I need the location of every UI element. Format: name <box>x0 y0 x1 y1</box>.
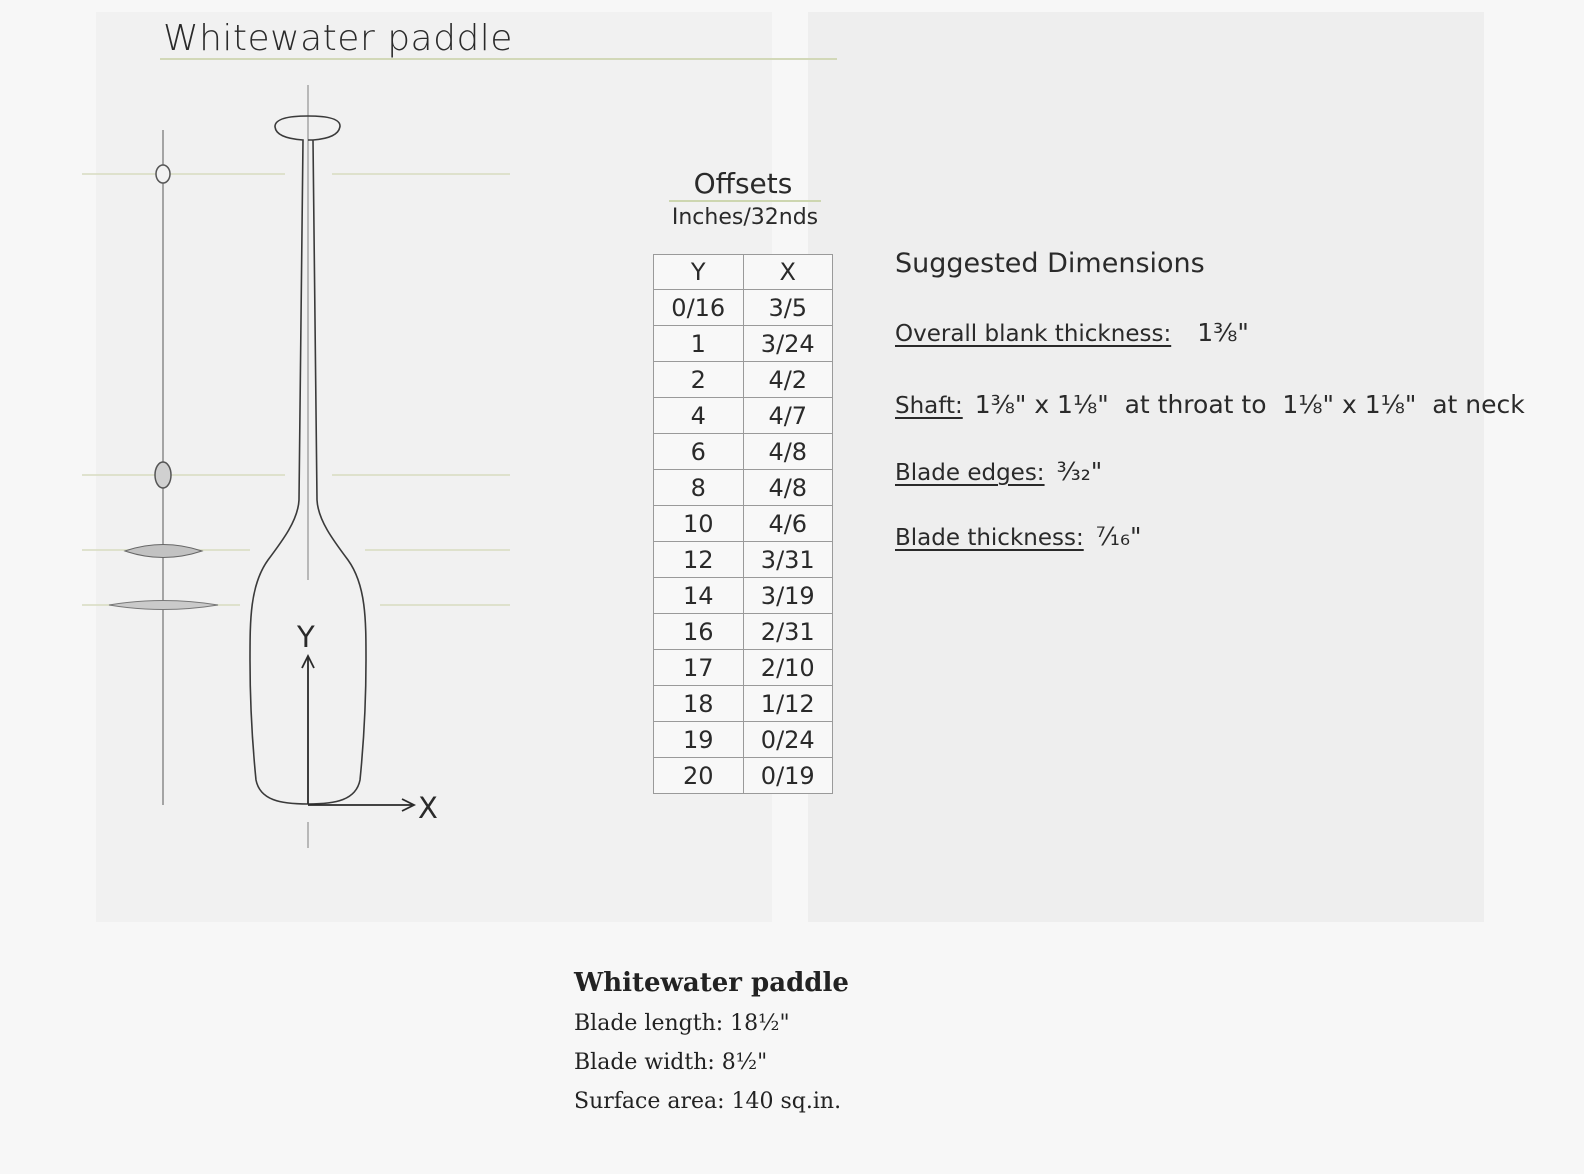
cell-x: 4/6 <box>743 506 833 542</box>
cell-x: 4/2 <box>743 362 833 398</box>
cell-x: 0/24 <box>743 722 833 758</box>
table-header-row <box>654 255 833 290</box>
cell-y: 18 <box>654 686 744 722</box>
table-row <box>654 506 833 542</box>
cell-x: 0/19 <box>743 758 833 794</box>
dimension-label: Blade edges: <box>895 460 1045 486</box>
table-row <box>654 290 833 326</box>
cell-y: 17 <box>654 650 744 686</box>
dimension-label: Overall blank thickness: <box>895 321 1172 347</box>
dimension-blade-edges <box>895 457 1102 486</box>
table-row <box>654 722 833 758</box>
paddle-diagram <box>70 70 550 870</box>
table-row <box>654 614 833 650</box>
cell-x: 4/8 <box>743 434 833 470</box>
column-header-x: X <box>743 255 833 290</box>
dimension-value: 1⅜" x 1⅛" at throat to 1⅛" x 1⅛" at neck <box>974 390 1525 419</box>
cell-x: 3/5 <box>743 290 833 326</box>
dimension-value: ³⁄₃₂" <box>1056 457 1103 486</box>
table-row <box>654 470 833 506</box>
cell-y: 0/16 <box>654 290 744 326</box>
cell-y: 14 <box>654 578 744 614</box>
table-row <box>654 578 833 614</box>
dimension-value: ⁷⁄₁₆" <box>1095 522 1142 551</box>
station-guide-lines <box>82 174 510 605</box>
caption-blade-width: Blade width: 8½" <box>574 1050 768 1075</box>
dimension-shaft <box>895 390 1525 419</box>
cell-y: 20 <box>654 758 744 794</box>
caption-surface-area: Surface area: 140 sq.in. <box>574 1089 842 1114</box>
offsets-table <box>653 254 833 794</box>
table-row <box>654 686 833 722</box>
dimension-label: Blade thickness: <box>895 525 1084 551</box>
cell-y: 12 <box>654 542 744 578</box>
table-row <box>654 542 833 578</box>
dimension-blade-thickness <box>895 522 1141 551</box>
dimension-blank-thickness <box>895 318 1249 347</box>
table-row <box>654 434 833 470</box>
table-row <box>654 758 833 794</box>
cell-y: 16 <box>654 614 744 650</box>
table-row <box>654 398 833 434</box>
table-row <box>654 362 833 398</box>
dimensions-title: Suggested Dimensions <box>895 248 1205 279</box>
cell-y: 4 <box>654 398 744 434</box>
title-rule <box>160 58 837 60</box>
dimension-value: 1⅜" <box>1197 318 1249 347</box>
table-row <box>654 650 833 686</box>
cell-y: 8 <box>654 470 744 506</box>
page-title: Whitewater paddle <box>163 18 513 59</box>
cell-x: 3/24 <box>743 326 833 362</box>
y-axis-label: Y <box>297 620 315 654</box>
x-axis-label: X <box>418 791 438 825</box>
cell-x: 3/19 <box>743 578 833 614</box>
offsets-title: Offsets <box>693 167 793 200</box>
figure-caption <box>574 968 849 1121</box>
caption-title: Whitewater paddle <box>574 968 849 998</box>
cell-y: 10 <box>654 506 744 542</box>
offsets-units: Inches/32nds <box>671 205 819 230</box>
cell-x: 1/12 <box>743 686 833 722</box>
grip-section <box>156 165 170 183</box>
cell-x: 4/7 <box>743 398 833 434</box>
caption-blade-length: Blade length: 18½" <box>574 1011 790 1036</box>
dimension-label: Shaft: <box>895 393 963 419</box>
table-row <box>654 326 833 362</box>
cell-x: 2/10 <box>743 650 833 686</box>
cell-y: 1 <box>654 326 744 362</box>
cell-x: 4/8 <box>743 470 833 506</box>
cell-y: 6 <box>654 434 744 470</box>
offsets-rule <box>669 200 821 202</box>
cell-y: 19 <box>654 722 744 758</box>
cell-x: 2/31 <box>743 614 833 650</box>
cell-x: 3/31 <box>743 542 833 578</box>
blade-section <box>109 601 218 610</box>
shaft-section <box>155 462 171 488</box>
throat-section <box>125 545 202 558</box>
column-header-y: Y <box>654 255 744 290</box>
cell-y: 2 <box>654 362 744 398</box>
